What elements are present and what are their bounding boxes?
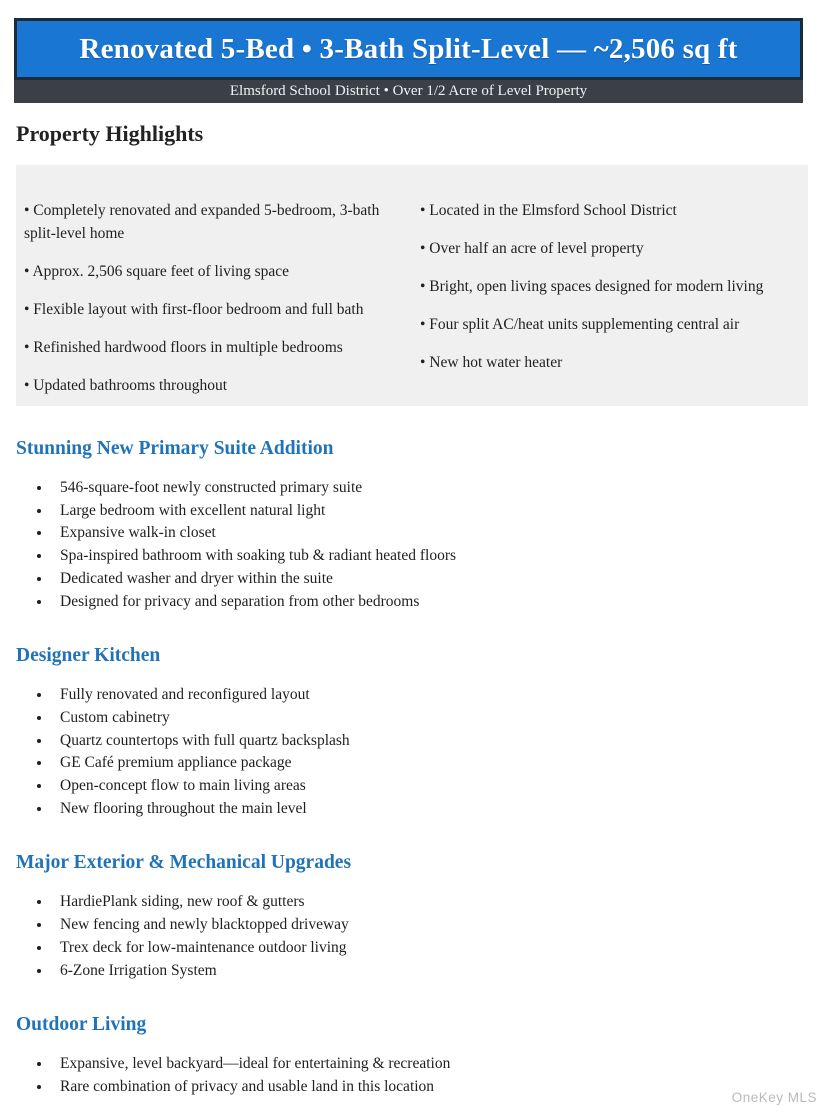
list-item: • Dedicated washer and dryer within the suite bbox=[52, 568, 808, 591]
list-item: • Expansive walk-in closet bbox=[52, 522, 808, 545]
highlight-item: • Flexible layout with first-floor bedroom and full bath bbox=[24, 301, 364, 318]
detail-sections bbox=[16, 436, 808, 1099]
bullet-list bbox=[16, 684, 808, 820]
highlight-item: • Refinished hardwood floors in multiple bedrooms bbox=[24, 339, 343, 356]
section-heading: Designer Kitchen bbox=[16, 645, 161, 667]
bullet-list bbox=[16, 477, 808, 613]
list-item: • Open-concept flow to main living areas bbox=[52, 775, 808, 798]
list-item: • HardiePlank siding, new roof & gutters bbox=[52, 891, 808, 914]
highlight-item: • Bright, open living spaces designed for modern living bbox=[420, 278, 764, 295]
header-banner bbox=[14, 18, 803, 80]
list-item: • Rare combination of privacy and usable land in this location bbox=[52, 1076, 808, 1099]
highlights-left-column bbox=[24, 199, 394, 397]
list-item: • Large bedroom with excellent natural light bbox=[52, 500, 808, 523]
listing-title: Renovated 5-Bed • 3-Bath Split-Level — ~2,506 sq ft bbox=[79, 32, 738, 65]
header-subbar bbox=[14, 80, 803, 103]
section-designer-kitchen bbox=[16, 643, 808, 820]
highlights-right-column bbox=[420, 199, 790, 397]
list-item: • 546-square-foot newly constructed primary suite bbox=[52, 477, 808, 500]
highlight-item: • Completely renovated and expanded 5-bedroom, 3-bath split-level home bbox=[24, 202, 380, 242]
page-title: Property Highlights bbox=[16, 121, 204, 146]
highlight-item: • Over half an acre of level property bbox=[420, 240, 644, 257]
section-heading: Stunning New Primary Suite Addition bbox=[16, 438, 334, 459]
highlight-item: • Approx. 2,506 square feet of living space bbox=[24, 263, 289, 280]
list-item: • New fencing and newly blacktopped driveway bbox=[52, 914, 808, 937]
bullet-list bbox=[16, 891, 808, 982]
section-heading: Major Exterior & Mechanical Upgrades bbox=[16, 852, 352, 874]
page-content bbox=[16, 121, 808, 1099]
list-item: • 6-Zone Irrigation System bbox=[52, 960, 808, 983]
listing-subtitle: Elmsford School District • Over 1/2 Acre of Level Property bbox=[229, 83, 588, 99]
highlights-box bbox=[16, 165, 808, 406]
highlight-item: • Four split AC/heat units supplementing central air bbox=[420, 316, 740, 333]
list-item: • Custom cabinetry bbox=[52, 707, 808, 730]
list-item: • GE Café premium appliance package bbox=[52, 752, 808, 775]
list-item: • New flooring throughout the main level bbox=[52, 798, 808, 821]
listing-flyer-page bbox=[0, 18, 825, 1112]
highlight-item: • Located in the Elmsford School District bbox=[420, 202, 677, 219]
list-item: • Quartz countertops with full quartz backsplash bbox=[52, 730, 808, 753]
highlight-item: • Updated bathrooms throughout bbox=[24, 377, 228, 394]
onekey-mls-watermark: OneKey MLS bbox=[731, 1090, 817, 1105]
list-item: • Trex deck for low-maintenance outdoor living bbox=[52, 937, 808, 960]
section-heading: Outdoor Living bbox=[16, 1014, 147, 1036]
list-item: • Designed for privacy and separation from other bedrooms bbox=[52, 591, 808, 614]
section-exterior-mechanical bbox=[16, 850, 808, 982]
list-item: • Spa-inspired bathroom with soaking tub & radiant heated floors bbox=[52, 545, 808, 568]
list-item: • Fully renovated and reconfigured layout bbox=[52, 684, 808, 707]
list-item: • Expansive, level backyard—ideal for entertaining & recreation bbox=[52, 1053, 808, 1076]
bullet-list bbox=[16, 1053, 808, 1098]
highlight-item: • New hot water heater bbox=[420, 354, 563, 371]
section-primary-suite bbox=[16, 436, 808, 613]
section-outdoor-living bbox=[16, 1012, 808, 1098]
